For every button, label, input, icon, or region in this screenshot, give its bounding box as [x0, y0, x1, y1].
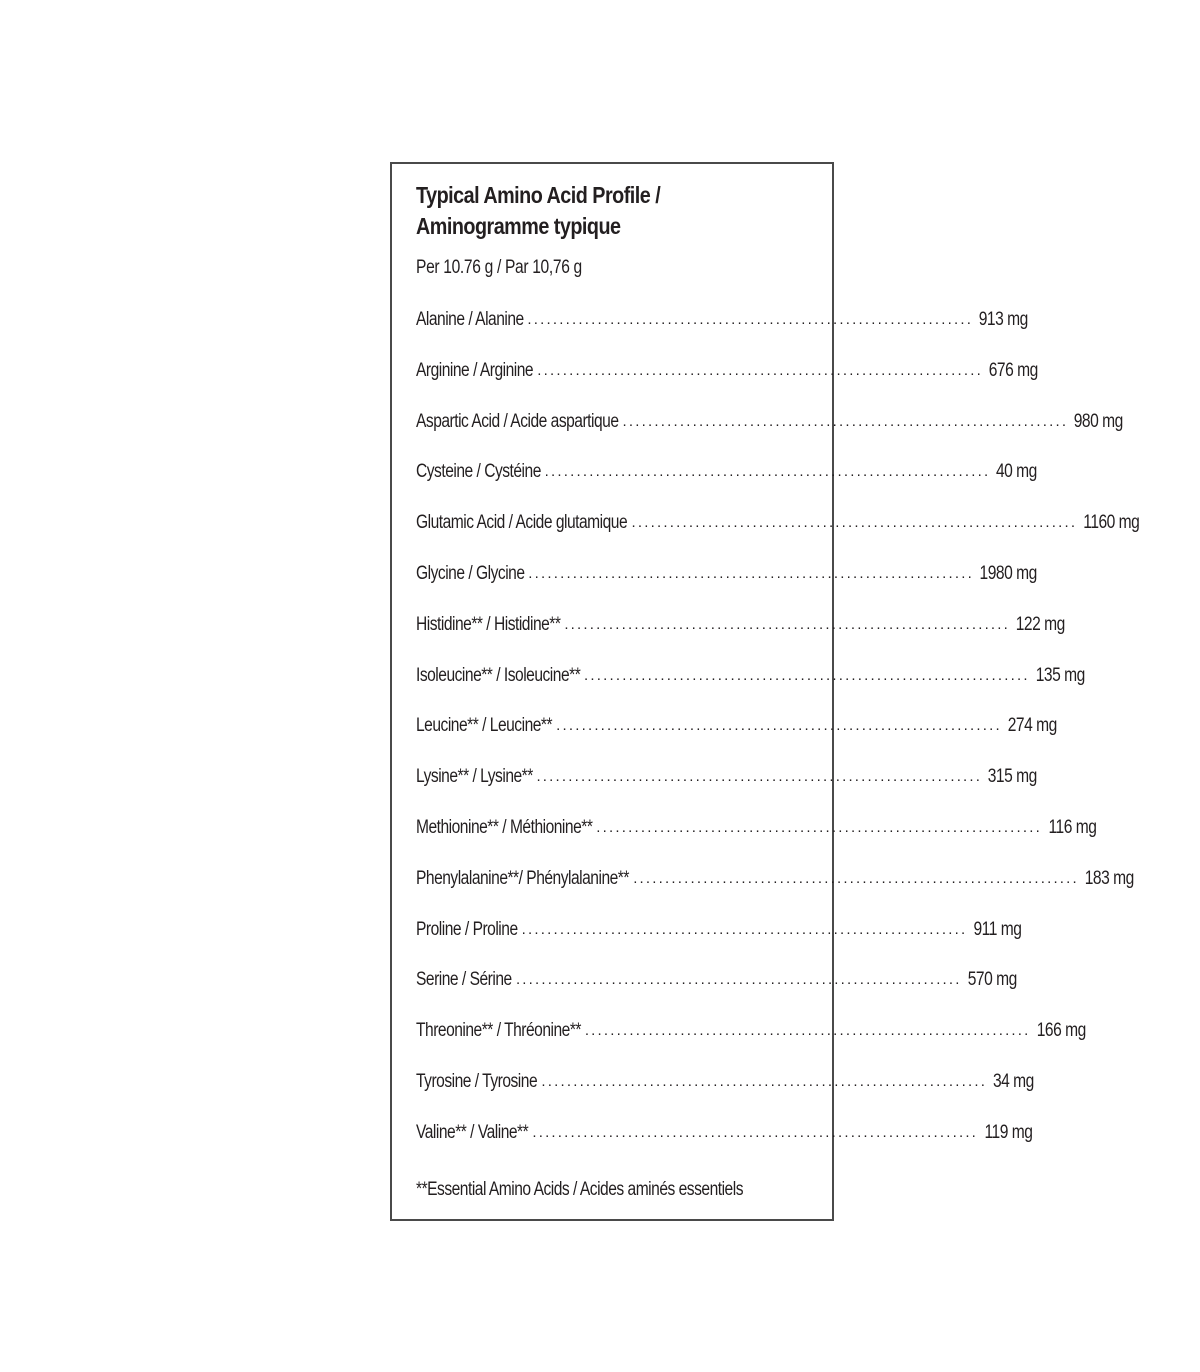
footnote: **Essential Amino Acids / Acides aminés essentiels — [416, 1179, 744, 1200]
list-item — [416, 968, 1017, 1019]
amino-acid-name: Arginine / Arginine — [416, 359, 534, 381]
list-item — [416, 613, 1066, 664]
amino-acid-profile-panel — [390, 162, 1140, 1221]
amino-acid-name: Tyrosine / Tyrosine — [416, 1070, 538, 1092]
amino-acid-name: Histidine** / Histidine** — [416, 613, 561, 635]
dot-leader: ...................................................................... — [521, 920, 968, 938]
amino-acid-name: Methionine** / Méthionine** — [416, 816, 593, 838]
list-item — [416, 562, 1038, 613]
list-item — [416, 1121, 1032, 1172]
dot-leader: ...................................................................... — [528, 564, 974, 582]
amino-acid-amount: 1160 mg — [1083, 512, 1140, 534]
dot-leader: ...................................................................... — [584, 666, 1030, 684]
dot-leader: ...................................................................... — [564, 615, 1011, 633]
list-item — [416, 664, 1085, 715]
amino-acid-amount: 980 mg — [1074, 410, 1124, 432]
amino-acid-amount: 676 mg — [988, 359, 1038, 381]
amino-acid-amount: 911 mg — [973, 918, 1022, 940]
list-item — [416, 765, 1038, 816]
list-item — [416, 359, 1038, 410]
list-item — [416, 714, 1057, 765]
dot-leader: ...................................................................... — [537, 361, 983, 379]
list-item — [416, 816, 1096, 867]
amino-acid-amount: 274 mg — [1007, 715, 1057, 737]
amino-acid-amount: 135 mg — [1035, 664, 1085, 686]
amino-acid-amount: 40 mg — [996, 461, 1038, 483]
amino-acid-name: Serine / Sérine — [416, 969, 512, 991]
amino-acid-name: Alanine / Alanine — [416, 309, 524, 330]
serving-size: Per 10.76 g / Par 10,76 g — [416, 257, 582, 278]
panel-title — [416, 180, 660, 242]
amino-acid-name: Valine** / Valine** — [416, 1121, 529, 1143]
amino-acid-amount: 1980 mg — [979, 562, 1038, 584]
amino-acid-name: Isoleucine** / Isoleucine** — [416, 664, 581, 686]
amino-acid-amount: 119 mg — [984, 1121, 1032, 1143]
list-item — [416, 1019, 1086, 1070]
amino-acid-name: Aspartic Acid / Acide aspartique — [416, 410, 619, 432]
amino-acid-name: Glutamic Acid / Acide glutamique — [416, 512, 628, 534]
title-line-1: Typical Amino Acid Profile / — [416, 182, 661, 208]
dot-leader: ...................................................................... — [541, 1072, 988, 1090]
amino-acid-amount: 183 mg — [1084, 867, 1134, 889]
list-item — [416, 410, 1124, 461]
list-item — [416, 460, 1038, 511]
list-item — [416, 918, 1022, 969]
list-item — [416, 308, 1029, 359]
amino-acid-name: Leucine** / Leucine** — [416, 715, 553, 737]
amino-acid-amount: 913 mg — [979, 309, 1029, 330]
dot-leader: ...................................................................... — [596, 818, 1043, 836]
list-item — [416, 1070, 1034, 1121]
dot-leader: ...................................................................... — [584, 1022, 1031, 1040]
amino-acid-amount: 116 mg — [1048, 816, 1096, 838]
list-item — [416, 511, 1140, 562]
dot-leader: ...................................................................... — [527, 311, 974, 328]
amino-acid-amount: 315 mg — [988, 766, 1038, 788]
amino-acid-name: Proline / Proline — [416, 918, 518, 940]
dot-leader: ...................................................................... — [622, 412, 1069, 430]
dot-leader: ...................................................................... — [515, 971, 962, 989]
amino-acid-name: Glycine / Glycine — [416, 562, 525, 584]
list-item — [416, 867, 1134, 918]
title-line-2: Aminogramme typique — [416, 213, 621, 239]
dot-leader: ...................................................................... — [544, 463, 991, 481]
dot-leader: ...................................................................... — [631, 514, 1078, 532]
amino-acid-name: Lysine** / Lysine** — [416, 766, 533, 788]
amino-acid-list — [416, 308, 1140, 1172]
dot-leader: ...................................................................... — [536, 768, 983, 786]
amino-acid-amount: 570 mg — [967, 969, 1017, 991]
dot-leader: ...................................................................... — [633, 869, 1079, 887]
dot-leader: ...................................................................... — [532, 1123, 979, 1141]
amino-acid-amount: 34 mg — [993, 1070, 1034, 1092]
amino-acid-name: Phenylalanine**/ Phénylalanine** — [416, 867, 629, 889]
amino-acid-name: Cysteine / Cystéine — [416, 461, 541, 483]
amino-acid-amount: 122 mg — [1016, 613, 1066, 635]
amino-acid-amount: 166 mg — [1036, 1020, 1086, 1042]
amino-acid-name: Threonine** / Thréonine** — [416, 1020, 581, 1042]
dot-leader: ...................................................................... — [556, 717, 1002, 735]
